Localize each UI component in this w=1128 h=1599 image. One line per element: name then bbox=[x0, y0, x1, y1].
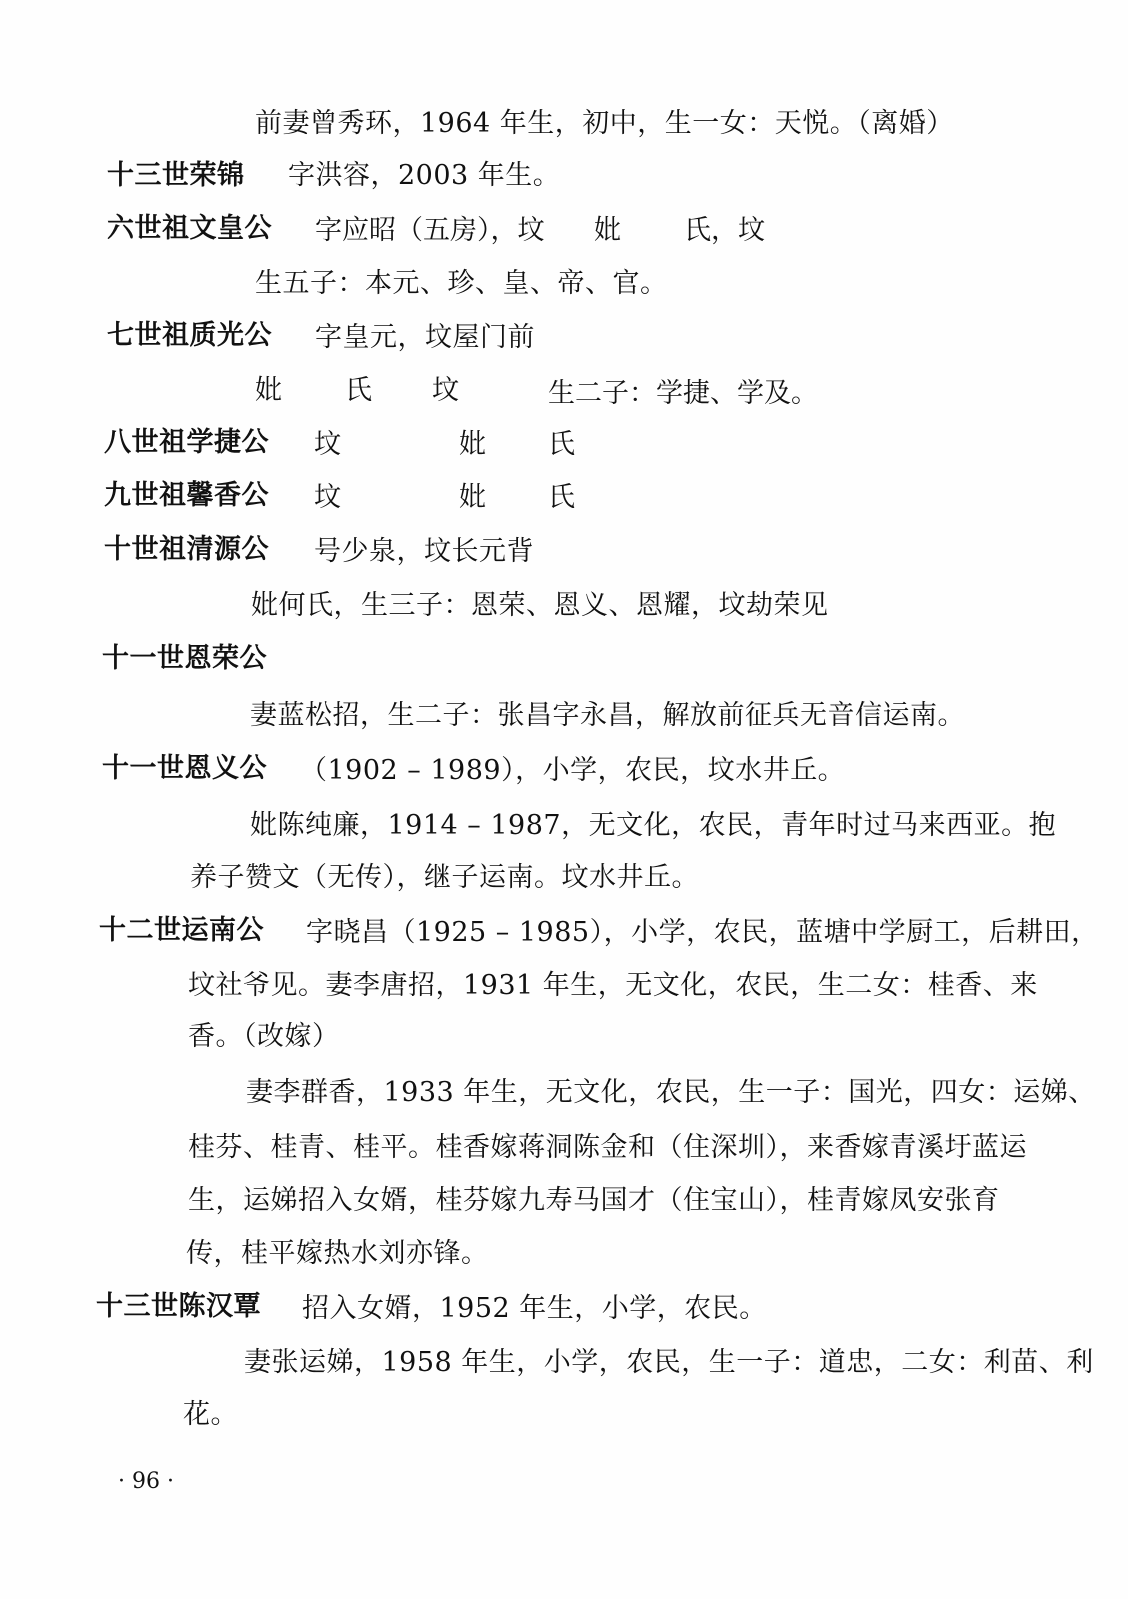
entry-text: 字洪容，2003 年生。 bbox=[288, 160, 561, 191]
body-line: 花。 bbox=[183, 1399, 238, 1430]
body-line: 桂芬、桂青、桂平。桂香嫁蒋洞陈金和（住深圳），来香嫁青溪圩蓝运 bbox=[188, 1132, 1027, 1163]
body-line: 字晓昌（1925 – 1985），小学，农民，蓝塘中学厨工，后耕田， bbox=[306, 917, 1099, 948]
entry-heading: 六世祖文皇公 bbox=[107, 213, 272, 244]
entry-heading: 九世祖馨香公 bbox=[104, 480, 269, 511]
entry-text-fragment: 氏 bbox=[345, 375, 372, 406]
entry-text-fragment: 氏 bbox=[548, 482, 575, 513]
entry-heading: 十一世恩义公 bbox=[102, 753, 267, 784]
entry-text-fragment: 坟 bbox=[432, 375, 459, 406]
body-line: 坟社爷见。妻李唐招，1931 年生，无文化，农民，生二女：桂香、来 bbox=[188, 970, 1038, 1001]
entry-heading: 十一世恩荣公 bbox=[102, 643, 267, 674]
entry-text: 招入女婿，1952 年生，小学，农民。 bbox=[302, 1293, 767, 1324]
entry-text-fragment: 妣 bbox=[459, 429, 486, 460]
entry-text: （1902 – 1989），小学，农民，坟水井丘。 bbox=[300, 755, 846, 786]
entry-heading: 十二世运南公 bbox=[99, 915, 264, 946]
page-number: · 96 · bbox=[118, 1469, 174, 1494]
body-line: 传，桂平嫁热水刘亦锋。 bbox=[186, 1238, 489, 1269]
entry-heading: 七世祖质光公 bbox=[107, 320, 272, 351]
entry-heading: 十世祖清源公 bbox=[104, 534, 269, 565]
body-line: 妻蓝松招，生二子：张昌字永昌，解放前征兵无音信运南。 bbox=[250, 700, 965, 731]
entry-heading: 十三世荣锦 bbox=[107, 160, 245, 191]
body-line: 妻李群香，1933 年生，无文化，农民，生一子：国光，四女：运娣、 bbox=[246, 1077, 1096, 1108]
body-line: 妣陈纯廉，1914 – 1987，无文化，农民，青年时过马来西亚。抱 bbox=[250, 810, 1057, 841]
entry-text-fragment: 氏，坟 bbox=[684, 215, 765, 246]
entry-text-fragment: 氏 bbox=[548, 429, 575, 460]
body-line: 生五子：本元、珍、皇、帝、官。 bbox=[255, 268, 668, 299]
entry-text-fragment: 字应昭（五房），坟 bbox=[315, 215, 545, 246]
entry-heading: 八世祖学捷公 bbox=[104, 427, 269, 458]
entry-text-fragment: 妣 bbox=[459, 482, 486, 513]
body-line: 妣何氏，生三子：恩荣、恩义、恩耀，坟劫荣见 bbox=[251, 590, 829, 621]
entry-text-fragment: 坟 bbox=[314, 429, 341, 460]
entry-text-fragment: 生二子：学捷、学及。 bbox=[548, 378, 818, 409]
body-line: 养子赞文（无传），继子运南。坟水井丘。 bbox=[190, 862, 699, 893]
entry-heading: 十三世陈汉覃 bbox=[96, 1291, 261, 1322]
entry-text: 字皇元，坟屋门前 bbox=[315, 322, 535, 353]
entry-text-fragment: 妣 bbox=[594, 215, 621, 246]
body-line: 妻张运娣，1958 年生，小学，农民，生一子：道忠，二女：利苗、利 bbox=[244, 1347, 1094, 1378]
body-line: 生，运娣招入女婿，桂芬嫁九寿马国才（住宝山），桂青嫁凤安张育 bbox=[188, 1185, 1000, 1216]
entry-text-fragment: 妣 bbox=[255, 375, 282, 406]
entry-text-fragment: 坟 bbox=[314, 482, 341, 513]
body-line: 香。（改嫁） bbox=[188, 1021, 340, 1052]
body-line: 前妻曾秀环，1964 年生，初中，生一女：天悦。（离婚） bbox=[255, 108, 954, 139]
entry-text: 号少泉，坟长元背 bbox=[314, 536, 534, 567]
